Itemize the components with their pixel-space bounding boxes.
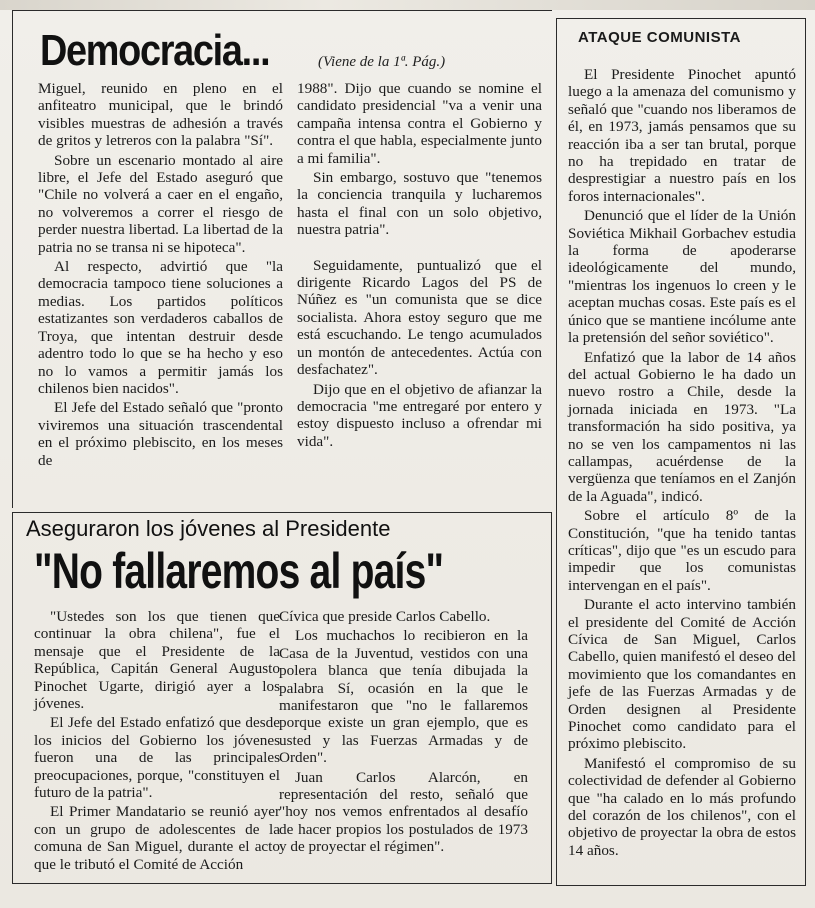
paragraph: Miguel, reunido en pleno en el anfiteatro municipal, que le brindó visibles muestras de adhesión a través de gritos y letreros con la palabra "Sí".	[38, 80, 283, 150]
article-kicker: Aseguraron los jóvenes al Presidente	[26, 516, 391, 541]
paragraph: Enfatizó que la labor de 14 años del actual Gobierno le ha dado un nuevo rostro a Chile, desde la jornada iniciada en 1973. "La transformación ha sido positiva, ya no se ven los campamentos ni las callampas, acuérdense de la vergüenza que teníamos en el Zanjón de la Aguada", indicó.	[568, 348, 796, 505]
paragraph: Durante el acto intervino también el presidente del Comité de Acción Cívica de San Miguel, Carlos Cabello, quien manifestó el deseo del movimiento que los comandantes en jefe de las Fuerzas Armadas y de Orden designen al Presidente Pinochet como candidato para el próximo plebiscito.	[568, 596, 796, 753]
paragraph: Seguidamente, puntualizó que el dirigente Ricardo Lagos del PS de Núñez es "un comunista que se dice socialista. Ahora estoy seguro que me está escuchando. Le tengo acumulados un montón de antecedentes. Actúa con desfachatez".	[297, 256, 542, 379]
youth-column-2	[279, 608, 528, 858]
paragraph: Los muchachos lo recibieron en la Casa de la Juventud, vestidos con una polera blanca que tenía dibujada la palabra Sí, ocasión en la que le manifestaron que "no le fallaremos porque existe un gran ejemplo, que es usted y las Fuerzas Armadas y de Orden".	[279, 627, 528, 767]
article-headline: "No fallaremos al país"	[34, 543, 444, 599]
sidebar-column	[568, 66, 796, 861]
paragraph: "Ustedes son los que tienen que continuar la obra chilena", fue el mensaje que el Presidente de la República, Capitán General Augusto Pinochet Ugarte, dirigió ayer a los jóvenes.	[34, 608, 280, 713]
paragraph: Sin embargo, sostuvo que "tenemos la conciencia tranquila y lucharemos hasta el final con un solo objetivo, nuestra patria".	[297, 169, 542, 239]
paper-edge	[0, 0, 815, 10]
paragraph: Denunció que el líder de la Unión Soviética Mikhail Gorbachev estudia la forma de apoderarse ideológicamente del mundo, "mientras los ingenuos lo creen y le aceptan muchas cosas. Este país es el único que se mantiene incólume ante la pretensión del señor soviético".	[568, 207, 796, 347]
paragraph: Manifestó el compromiso de su colectividad de defender al Gobierno que "ha calado en lo más profundo del corazón de los chilenos", con el objetivo de proyectar la obra de estos 14 años.	[568, 754, 796, 859]
paragraph: Dijo que en el objetivo de afianzar la democracia "me entregaré por entero y estoy dispuesto incluso a ofrendar mi vida".	[297, 380, 542, 450]
paragraph: Sobre el artículo 8º de la Constitución, "que ha tenido tantas críticas", dijo que "es un escudo para impedir que los comunistas intervengan en el país".	[568, 507, 796, 594]
paragraph: El Jefe del Estado enfatizó que desde los inicios del Gobierno los jóvenes fueron una de las principales preocupaciones, porque, "constituyen el futuro de la patria".	[34, 714, 280, 802]
paragraph: 1988". Dijo que cuando se nomine el candidato presidencial "va a venir una campaña intensa contra el Gobierno y contra el que habla, especialmente junto a mi familia".	[297, 80, 542, 167]
article-headline: Democracia...	[40, 26, 270, 75]
article-column-1	[38, 80, 283, 471]
paragraph: El Presidente Pinochet apuntó luego a la amenaza del comunismo y señaló que "cuando nos liberamos de él, en 1973, jamás pensamos que su reacción iba a ser tan brutal, porque no ha trepidado en tratar de desprestigiar a nuestro país en los foros internacionales".	[568, 66, 796, 205]
paragraph: El Jefe del Estado señaló que "pronto viviremos una situación trascendental en el próximo plebiscito, en los meses de	[38, 399, 283, 469]
paragraph: Juan Carlos Alarcón, en representación del resto, señaló que "hoy nos vemos enfrentados al desafío de hacer propios los postulados de 1973 y de proyectar el régimen".	[279, 768, 528, 856]
paragraph: El Primer Mandatario se reunió ayer con un grupo de adolescentes de la comuna de San Miguel, durante el acto que le tributó el Comité de Acción	[34, 803, 280, 873]
article-column-2	[297, 80, 542, 452]
paragraph: Sobre un escenario montado al aire libre, el Jefe del Estado aseguró que "Chile no volverá a caer en el engaño, no volveremos a correr el riesgo de perder nuestra libertad. La libertad de la patria no se transa ni se hipoteca".	[38, 151, 283, 256]
continued-note: (Viene de la 1ª. Pág.)	[318, 54, 446, 70]
paragraph: Cívica que preside Carlos Cabello.	[279, 608, 491, 625]
paragraph: Al respecto, advirtió que "la democracia tampoco tiene soluciones a medias. Los partidos políticos estatizantes son verdaderos caballos de Troya, que intentan destruir desde adentro todo lo que se ha hecho y eso no lo vamos a permitir jamás los chilenos bien nacidos".	[38, 258, 283, 397]
youth-column-1	[34, 608, 280, 875]
sidebar-title: ATAQUE COMUNISTA	[578, 29, 741, 46]
